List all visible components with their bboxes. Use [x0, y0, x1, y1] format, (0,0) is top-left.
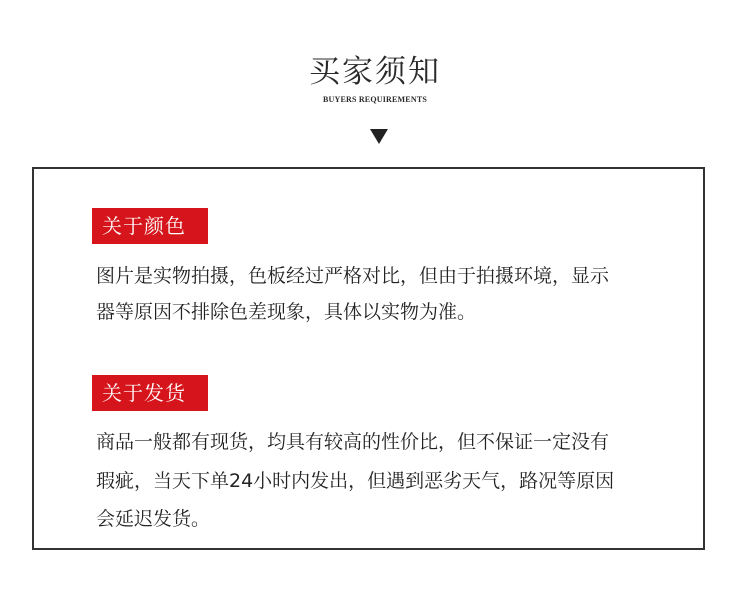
down-triangle-icon	[370, 129, 388, 144]
section-color-line-2: 器等原因不排除色差现象，具体以实物为准。	[96, 301, 477, 323]
page-subtitle: BUYERS REQUIREMENTS	[322, 95, 428, 104]
section-color-line-1: 图片是实物拍摄，色板经过严格对比，但由于拍摄环境，显示	[96, 265, 610, 287]
section-shipping-line-1: 商品一般都有现货，均具有较高的性价比，但不保证一定没有	[96, 431, 610, 453]
section-heading-shipping: 关于发货	[92, 375, 208, 411]
section-heading-color: 关于颜色	[92, 208, 208, 244]
section-shipping-line-2: 瑕疵，当天下单24小时内发出，但遇到恶劣天气，路况等原因	[96, 470, 615, 492]
section-shipping-line-3: 会延迟发货。	[96, 508, 211, 530]
page-title: 买家须知	[309, 54, 441, 90]
